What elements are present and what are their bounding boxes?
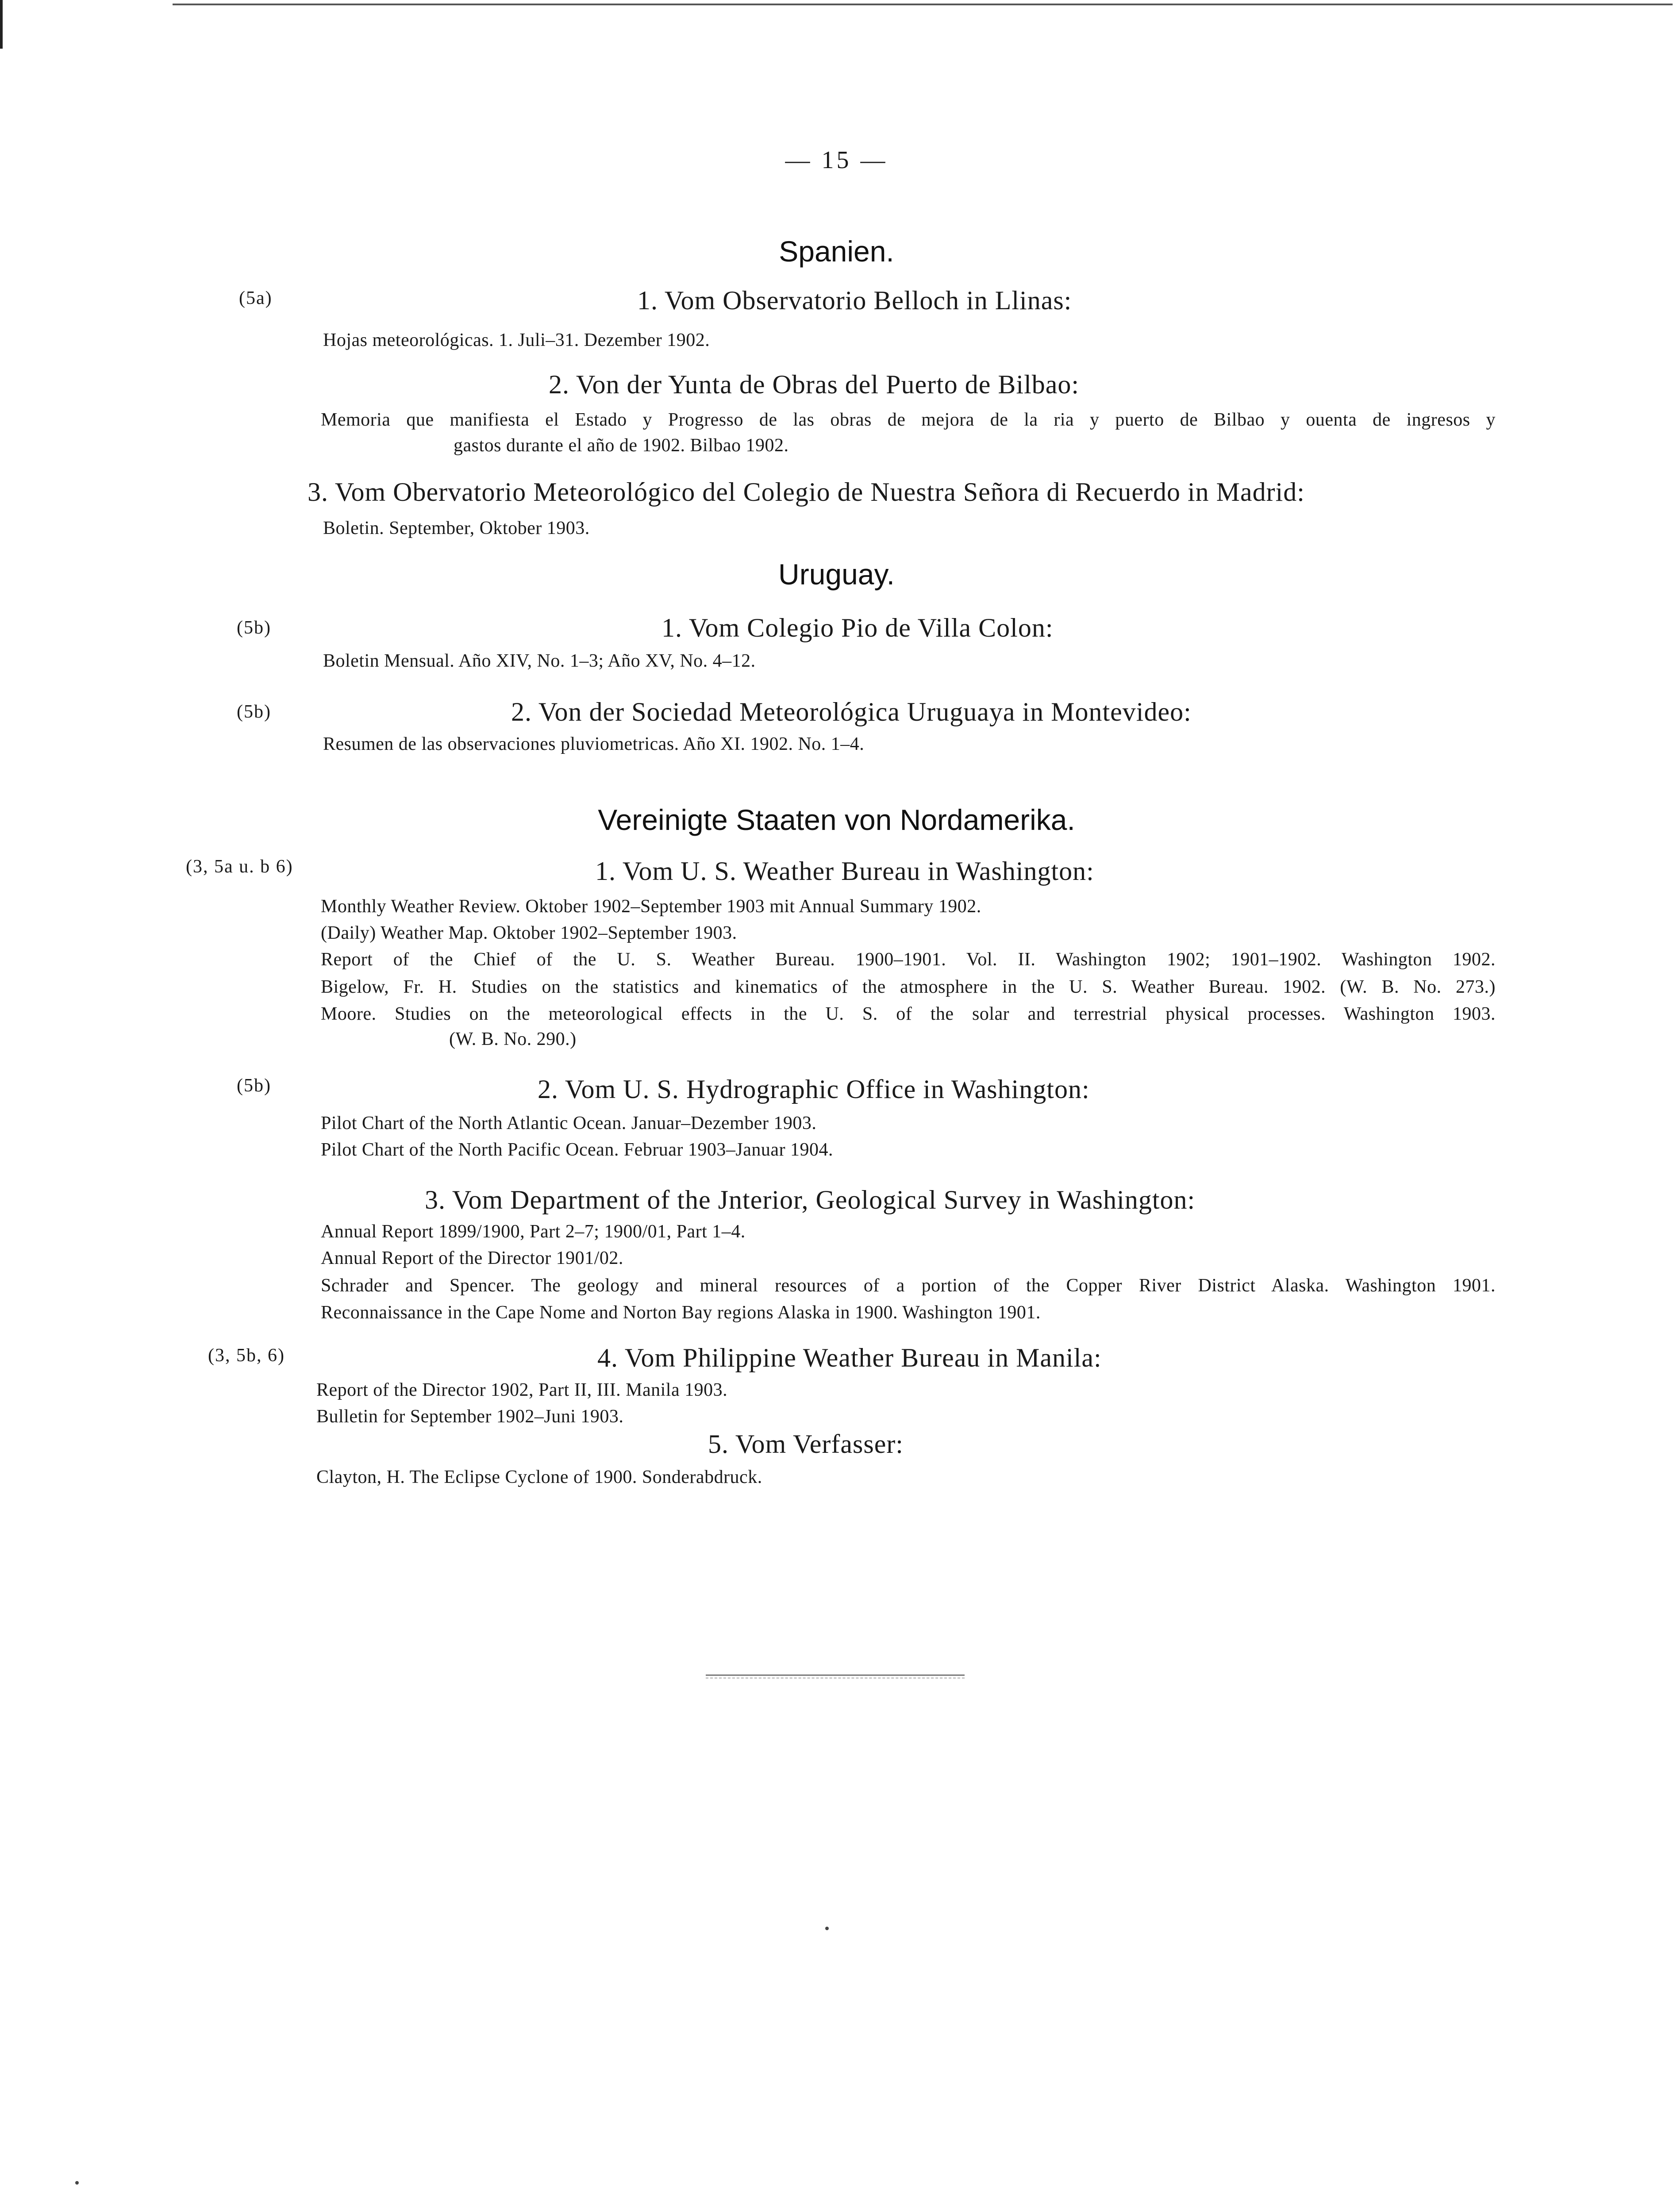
list-item: Report of the Director 1902, Part II, III. Manila 1903.	[316, 1380, 728, 1400]
list-item: Pilot Chart of the North Pacific Ocean. Februar 1903–Januar 1904.	[321, 1140, 834, 1160]
list-item: Bigelow, Fr. H. Studies on the statistics and kinematics of the atmosphere in the U. S. Weather Bureau. 1902. (W. B. No. 273.)	[321, 977, 1496, 997]
scan-speck	[825, 1927, 829, 1930]
margin-code: (5b)	[237, 618, 271, 638]
top-rule	[173, 4, 1673, 5]
list-item: (Daily) Weather Map. Oktober 1902–September 1903.	[321, 923, 737, 943]
list-item: gastos durante el año de 1902. Bilbao 1902.	[454, 435, 789, 456]
institution-title: 1. Vom Colegio Pio de Villa Colon:	[662, 613, 1054, 642]
institution-title: 5. Vom Verfasser:	[708, 1429, 904, 1459]
institution-title: 2. Vom U. S. Hydrographic Office in Washington:	[538, 1075, 1090, 1104]
margin-code: (3, 5b, 6)	[208, 1345, 285, 1366]
section-title-uruguay: Uruguay.	[778, 558, 895, 591]
institution-title: 2. Von der Sociedad Meteorológica Uruguaya in Montevideo:	[511, 697, 1192, 726]
list-item: Annual Report 1899/1900, Part 2–7; 1900/01, Part 1–4.	[321, 1221, 746, 1242]
list-item: Memoria que manifiesta el Estado y Progresso de las obras de mejora de la ria y puerto de Bilbao y ouenta de ingresos y	[321, 410, 1496, 430]
list-item: Report of the Chief of the U. S. Weather Bureau. 1900–1901. Vol. II. Washington 1902; 1901–1902. Washington 1902.	[321, 949, 1496, 970]
page-number: — 15 —	[785, 146, 888, 174]
section-title-usa: Vereinigte Staaten von Nordamerika.	[598, 803, 1075, 836]
margin-code: (3, 5a u. b 6)	[186, 856, 293, 877]
list-item: Monthly Weather Review. Oktober 1902–September 1903 mit Annual Summary 1902.	[321, 896, 981, 917]
scan-speck	[75, 2181, 79, 2185]
margin-code: (5b)	[237, 702, 271, 722]
list-item: Schrader and Spencer. The geology and mineral resources of a portion of the Copper River District Alaska. Washington 1901.	[321, 1275, 1496, 1296]
list-item: Pilot Chart of the North Atlantic Ocean. Januar–Dezember 1903.	[321, 1113, 817, 1133]
list-item: Hojas meteorológicas. 1. Juli–31. Dezember 1902.	[323, 330, 710, 350]
list-item: Moore. Studies on the meteorological effects in the U. S. of the solar and terrestrial physical processes. Washington 1903.	[321, 1004, 1496, 1024]
institution-title: 4. Vom Philippine Weather Bureau in Manila:	[597, 1343, 1102, 1372]
list-item: Boletin. September, Oktober 1903.	[323, 518, 590, 538]
institution-title: 2. Von der Yunta de Obras del Puerto de Bilbao:	[549, 370, 1080, 399]
institution-title: 3. Vom Obervatorio Meteorológico del Colegio de Nuestra Señora di Recuerdo in Madrid:	[308, 477, 1305, 507]
section-title-spanien: Spanien.	[779, 235, 894, 268]
list-item: Reconnaissance in the Cape Nome and Norton Bay regions Alaska in 1900. Washington 1901.	[321, 1302, 1041, 1323]
margin-code: (5b)	[237, 1075, 271, 1096]
institution-title: 1. Vom Observatorio Belloch in Llinas:	[637, 286, 1072, 315]
list-item: (W. B. No. 290.)	[449, 1029, 577, 1049]
institution-title: 1. Vom U. S. Weather Bureau in Washington:	[595, 856, 1094, 886]
list-item: Clayton, H. The Eclipse Cyclone of 1900. Sonderabdruck.	[316, 1467, 762, 1487]
list-item: Boletin Mensual. Año XIV, No. 1–3; Año XV, No. 4–12.	[323, 651, 756, 671]
list-item: Annual Report of the Director 1901/02.	[321, 1248, 623, 1268]
list-item: Resumen de las observaciones pluviometricas. Año XI. 1902. No. 1–4.	[323, 734, 865, 754]
institution-title: 3. Vom Department of the Jnterior, Geological Survey in Washington:	[425, 1185, 1196, 1214]
end-rule	[706, 1674, 965, 1678]
margin-code: (5a)	[239, 288, 273, 308]
scan-edge-mark	[0, 0, 3, 49]
list-item: Bulletin for September 1902–Juni 1903.	[316, 1406, 624, 1427]
